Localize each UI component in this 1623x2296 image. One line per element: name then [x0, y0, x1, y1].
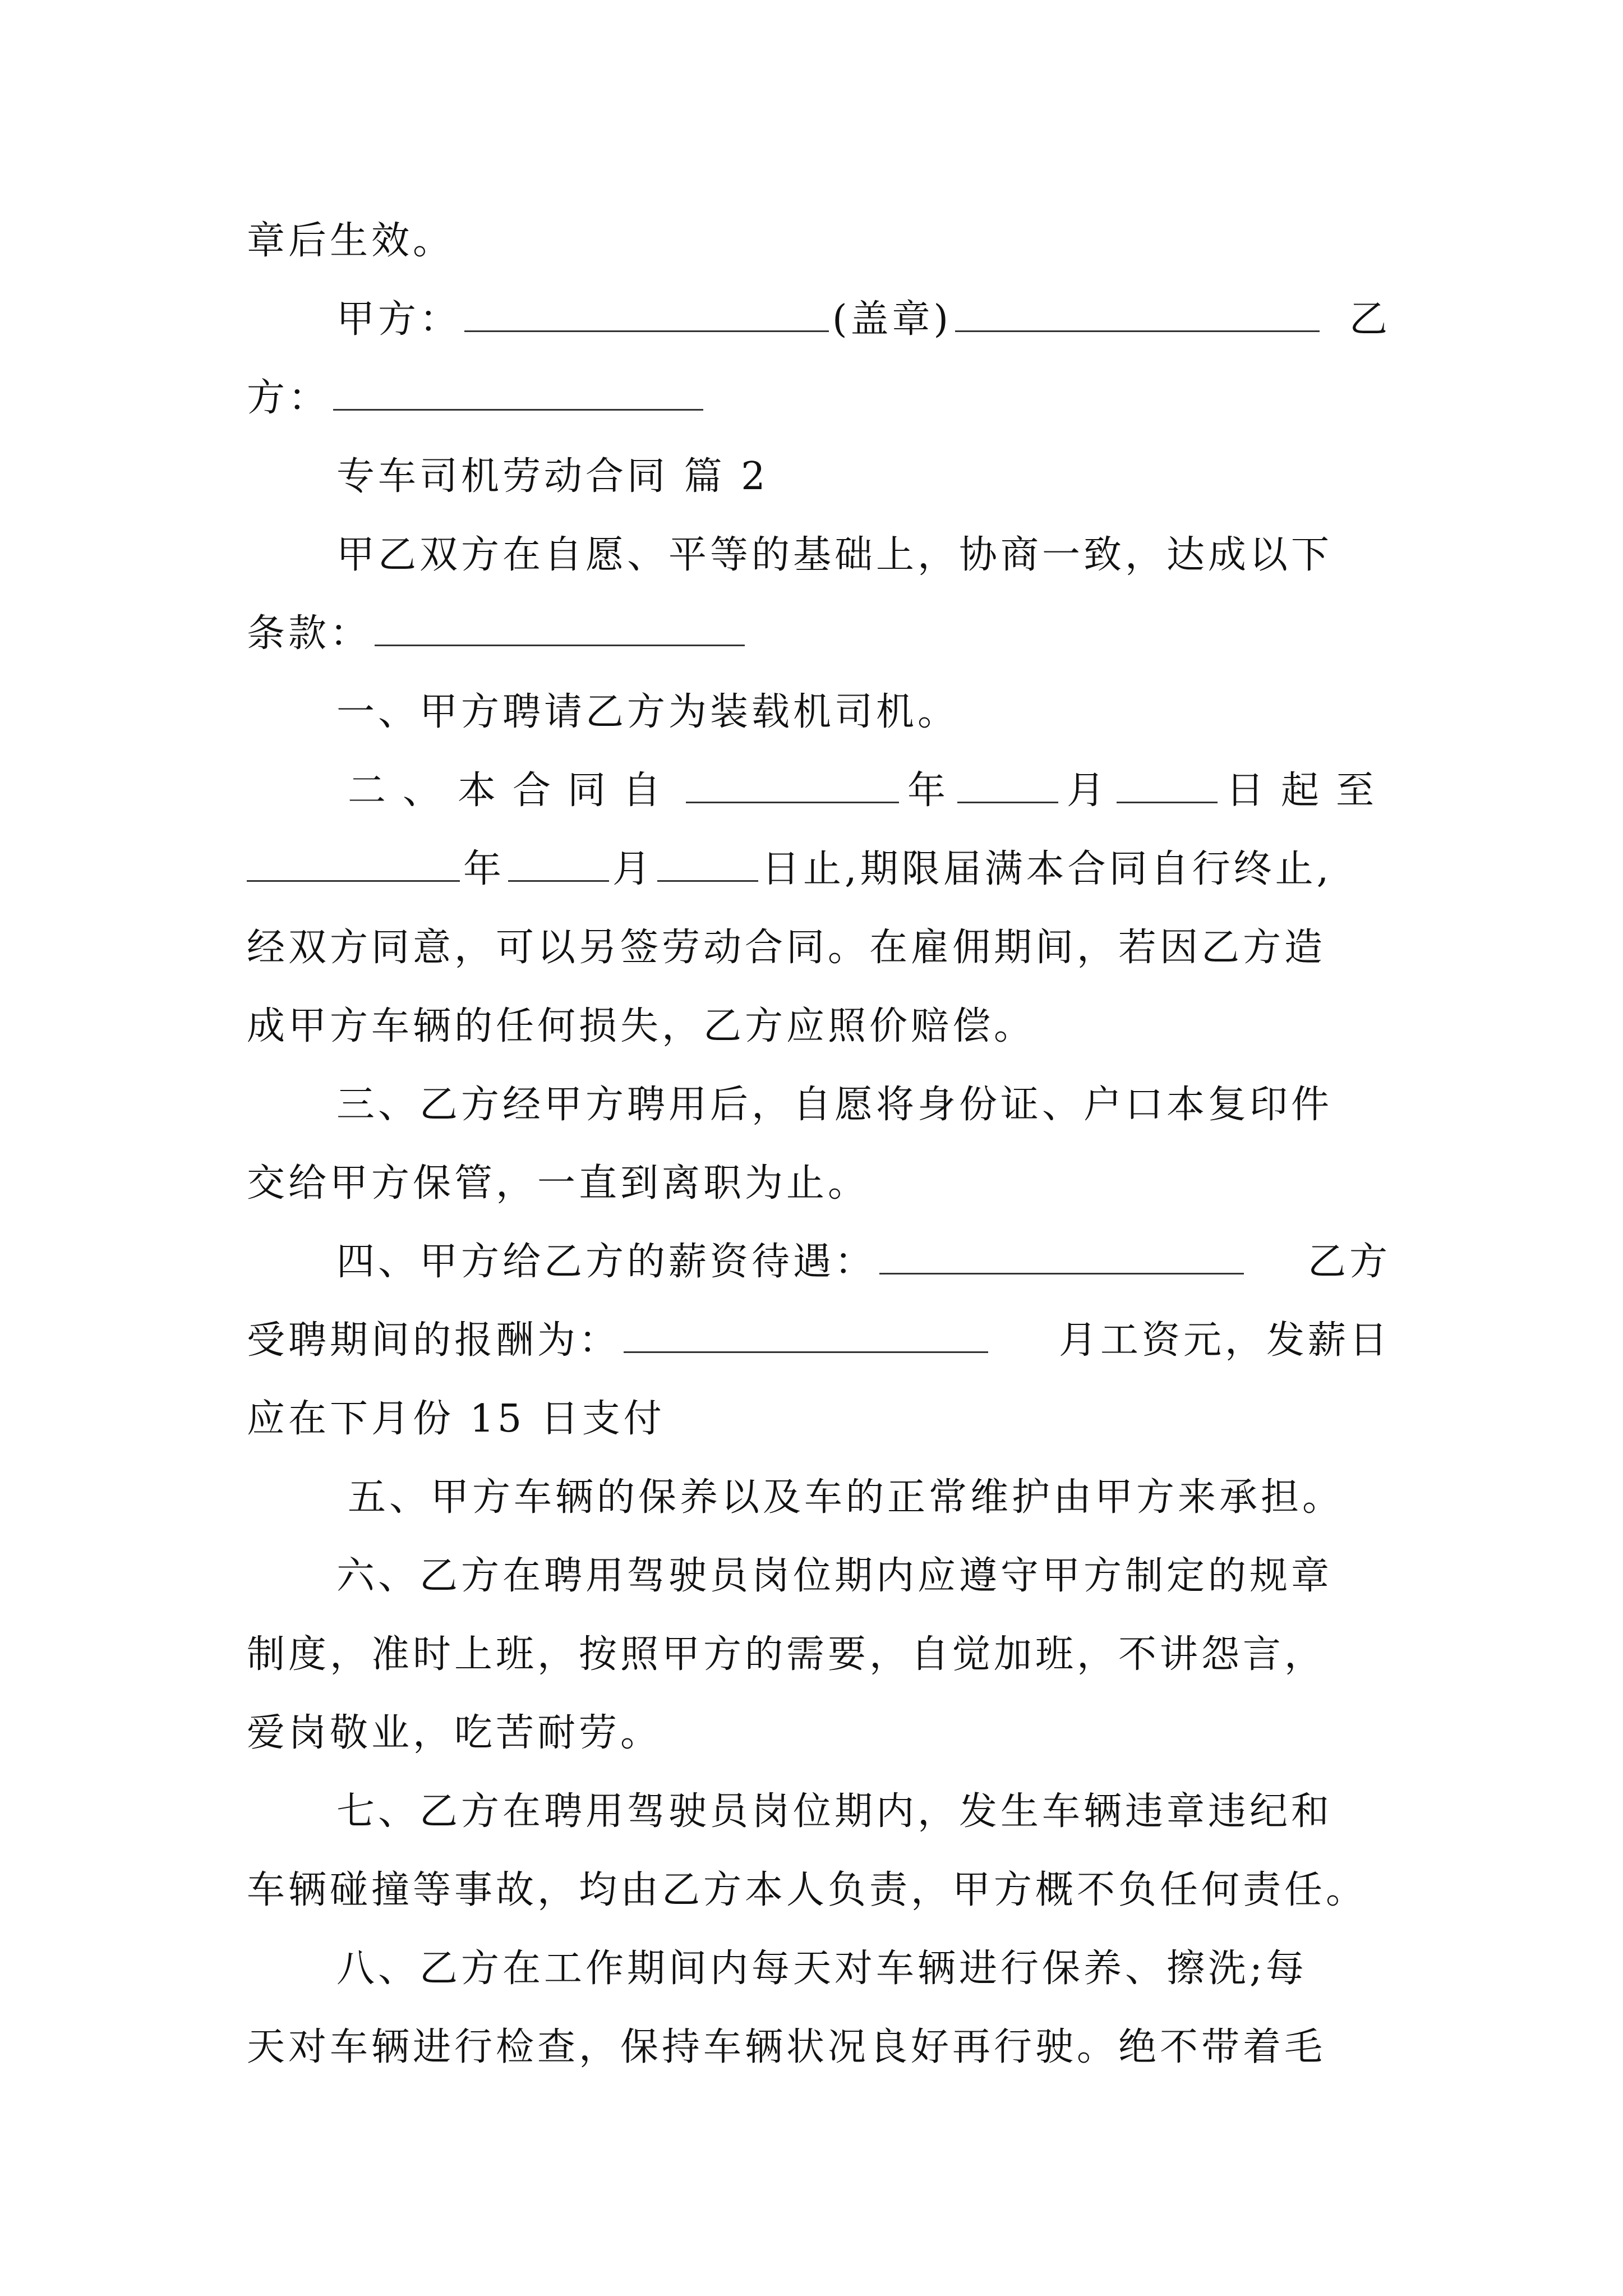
end-year-blank: [247, 842, 460, 882]
text-line: [247, 1616, 1391, 1694]
paragraph-text: 六、乙方在聘用驾驶员岗位期内应遵守甲方制定的规章: [336, 1554, 1333, 1598]
text-line: [247, 1144, 1391, 1223]
text-line: [247, 1301, 1391, 1380]
party-a-blank: [464, 292, 829, 332]
clause-1: [336, 673, 1391, 752]
paragraph-text: 应在下月份 15 日支付: [247, 1397, 665, 1441]
clause-4: [336, 1223, 1391, 1301]
section-heading: [336, 438, 1391, 516]
day-label: 日起至: [1225, 769, 1391, 813]
year-label: 年: [907, 769, 949, 813]
paragraph-text: 天对车辆进行检查，保持车辆状况良好再行驶。绝不带着毛: [247, 2025, 1326, 2069]
text-line: [247, 2008, 1391, 2087]
party-a-label: 甲方：: [336, 297, 462, 342]
end-month-blank: [508, 842, 609, 882]
party-b-text: 乙方: [1307, 1240, 1391, 1284]
paragraph-text: 交给甲方保管，一直到离职为止。: [247, 1161, 870, 1205]
seal-label: (盖章): [832, 297, 952, 342]
party-b-label-rest: 方：: [247, 376, 330, 420]
payday-text: 月工资元，发薪日: [1058, 1318, 1391, 1363]
signature-line-party-b: [247, 359, 1391, 438]
text-line: [247, 1851, 1391, 1930]
clause-2-start: 二、本合同自: [348, 769, 678, 813]
paragraph-text: 三、乙方经甲方聘用后，自愿将身份证、户口本复印件: [336, 1083, 1333, 1127]
signature-line-party-a: [336, 280, 1391, 359]
paragraph-text: 八、乙方在工作期间内每天对车辆进行保养、擦洗;每: [336, 1947, 1307, 1991]
paragraph-text: 车辆碰撞等事故，均由乙方本人负责，甲方概不负任何责任。: [247, 1868, 1368, 1912]
paragraph-text: 五、甲方车辆的保养以及车的正常维护由甲方来承担。: [348, 1475, 1344, 1520]
text-line: [247, 595, 1391, 673]
salary-label: 四、甲方给乙方的薪资待遇：: [336, 1240, 877, 1284]
text-line: [247, 909, 1391, 987]
start-day-blank: [1117, 763, 1218, 803]
clause-5: [348, 1458, 1402, 1537]
paragraph-text: 爱岗敬业，吃苦耐劳。: [247, 1711, 662, 1755]
clause-2-date-line: [348, 752, 1391, 830]
paragraph-text: 制度，准时上班，按照甲方的需要，自觉加班，不讲怨言，: [247, 1632, 1326, 1677]
paragraph-text: 七、乙方在聘用驾驶员岗位期内，发生车辆违章违纪和: [336, 1789, 1333, 1834]
terms-label: 条款：: [247, 611, 372, 656]
clause-8: [336, 1930, 1391, 2008]
contract-title: 专车司机劳动合同 篇 2: [336, 454, 769, 499]
month-label: 月: [612, 847, 654, 891]
salary-blank: [879, 1235, 1244, 1274]
clause-3: [336, 1066, 1391, 1144]
month-label: 月: [1066, 769, 1108, 813]
clause-2-end-text: 日止,期限届满本合同自行终止,: [762, 847, 1332, 891]
start-year-blank: [686, 763, 899, 803]
text-line: [247, 1694, 1391, 1773]
paragraph-text: 章后生效。: [247, 219, 455, 263]
clause-2-end-line: [247, 830, 1391, 909]
terms-blank: [375, 606, 745, 646]
start-month-blank: [957, 763, 1058, 803]
text-line: [247, 1380, 1391, 1458]
party-b-label-part: 乙: [1349, 297, 1391, 342]
party-b-blank: [333, 371, 703, 411]
paragraph-text: 经双方同意，可以另签劳动合同。在雇佣期间，若因乙方造: [247, 926, 1326, 970]
remuneration-label: 受聘期间的报酬为：: [247, 1318, 621, 1363]
paragraph-text: 一、甲方聘请乙方为装载机司机。: [336, 690, 960, 734]
year-label: 年: [463, 847, 505, 891]
remuneration-blank: [624, 1313, 988, 1353]
clause-6: [336, 1537, 1391, 1616]
text-line: [247, 202, 1391, 280]
clause-7: [336, 1773, 1391, 1851]
end-day-blank: [657, 842, 758, 882]
paragraph-text: 甲乙双方在自愿、平等的基础上，协商一致，达成以下: [336, 533, 1333, 577]
text-line: [247, 987, 1391, 1066]
text-line: [336, 516, 1391, 595]
paragraph-text: 成甲方车辆的任何损失，乙方应照价赔偿。: [247, 1004, 1036, 1048]
seal-blank: [955, 292, 1320, 332]
